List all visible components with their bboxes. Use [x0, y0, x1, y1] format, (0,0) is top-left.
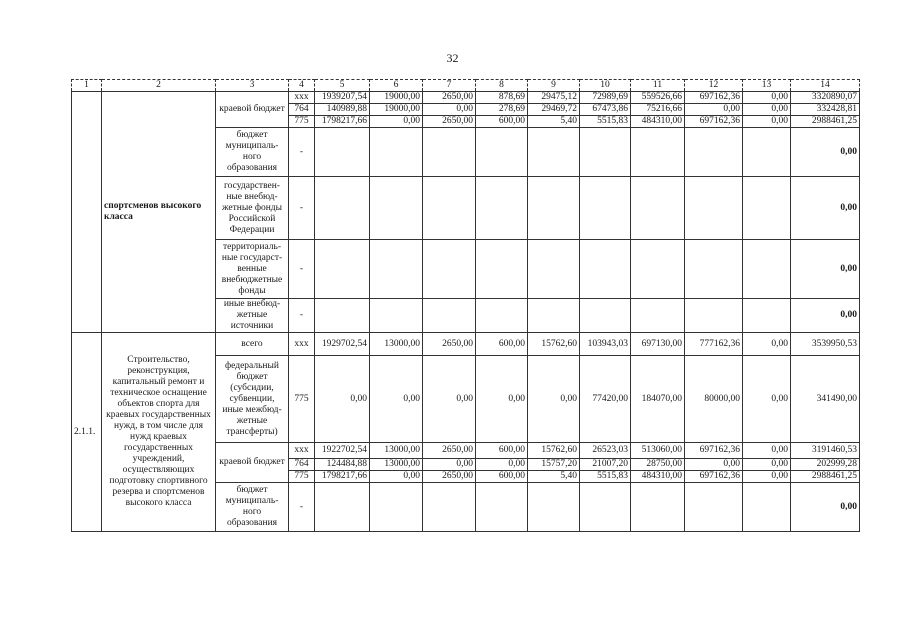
value-cell: 513060,00 [631, 443, 685, 459]
column-header: 4 [289, 80, 315, 92]
value-cell [476, 299, 528, 333]
code-cell: xxx [289, 333, 315, 356]
value-cell [423, 177, 476, 240]
value-cell: 697162,36 [685, 443, 743, 459]
value-cell [580, 483, 631, 532]
value-cell [315, 299, 370, 333]
column-header: 13 [743, 80, 791, 92]
value-cell [631, 240, 685, 299]
code-cell: - [289, 177, 315, 240]
table-row [72, 333, 860, 356]
value-cell [528, 128, 580, 177]
value-cell: 29469,72 [528, 104, 580, 116]
value-cell: 13000,00 [370, 443, 423, 459]
value-cell [476, 483, 528, 532]
value-cell: 0,00 [743, 104, 791, 116]
value-cell: 2650,00 [423, 443, 476, 459]
code-cell: 775 [289, 471, 315, 483]
code-cell: - [289, 240, 315, 299]
value-cell: 0,00 [476, 459, 528, 471]
value-cell: 1939207,54 [315, 92, 370, 104]
value-cell [315, 128, 370, 177]
funding-source-cell: бюджет муниципаль-ного образования [216, 128, 289, 177]
value-cell: 2988461,25 [791, 471, 860, 483]
code-cell: 764 [289, 459, 315, 471]
value-cell: 2650,00 [423, 471, 476, 483]
value-cell: 5515,83 [580, 116, 631, 128]
value-cell: 697130,00 [631, 333, 685, 356]
value-cell: 484310,00 [631, 116, 685, 128]
value-cell: 80000,00 [685, 356, 743, 443]
code-cell: - [289, 483, 315, 532]
value-cell: 5,40 [528, 116, 580, 128]
value-cell [743, 177, 791, 240]
column-header: 2 [102, 80, 216, 92]
row-code-cell [72, 92, 102, 333]
value-cell: 2650,00 [423, 333, 476, 356]
value-cell: 3191460,53 [791, 443, 860, 459]
value-cell [685, 483, 743, 532]
value-cell [528, 299, 580, 333]
value-cell [315, 483, 370, 532]
value-cell: 878,69 [476, 92, 528, 104]
header-row [72, 80, 860, 92]
column-header: 10 [580, 80, 631, 92]
value-cell [580, 240, 631, 299]
code-cell: 775 [289, 116, 315, 128]
funding-source-cell: бюджет муниципаль-ного образования [216, 483, 289, 532]
value-cell: 67473,86 [580, 104, 631, 116]
value-cell: 2650,00 [423, 116, 476, 128]
value-cell [423, 299, 476, 333]
page-number: 32 [446, 51, 459, 65]
value-cell [685, 128, 743, 177]
value-cell: 0,00 [743, 471, 791, 483]
value-cell: 15757,20 [528, 459, 580, 471]
value-cell: 0,00 [370, 356, 423, 443]
column-header: 11 [631, 80, 685, 92]
value-cell [685, 177, 743, 240]
value-cell [685, 299, 743, 333]
value-cell: 1798217,66 [315, 471, 370, 483]
value-cell: 278,69 [476, 104, 528, 116]
value-cell: 777162,36 [685, 333, 743, 356]
value-cell [370, 240, 423, 299]
total-cell: 0,00 [791, 128, 860, 177]
column-header: 5 [315, 80, 370, 92]
value-cell [631, 483, 685, 532]
value-cell: 184070,00 [631, 356, 685, 443]
column-header: 14 [791, 80, 860, 92]
value-cell: 0,00 [743, 92, 791, 104]
value-cell: 0,00 [370, 116, 423, 128]
value-cell: 697162,36 [685, 471, 743, 483]
value-cell: 600,00 [476, 443, 528, 459]
value-cell [580, 299, 631, 333]
value-cell [631, 299, 685, 333]
total-cell: 0,00 [791, 177, 860, 240]
value-cell [476, 128, 528, 177]
value-cell: 15762,60 [528, 333, 580, 356]
value-cell: 5515,83 [580, 471, 631, 483]
column-header: 3 [216, 80, 289, 92]
value-cell: 1798217,66 [315, 116, 370, 128]
value-cell [580, 177, 631, 240]
value-cell: 15762,60 [528, 443, 580, 459]
value-cell [631, 177, 685, 240]
value-cell: 0,00 [423, 356, 476, 443]
total-cell: 0,00 [791, 299, 860, 333]
code-cell: xxx [289, 92, 315, 104]
value-cell [423, 240, 476, 299]
value-cell [370, 299, 423, 333]
funding-source-cell: краевой бюджет [216, 92, 289, 128]
value-cell: 484310,00 [631, 471, 685, 483]
value-cell: 2988461,25 [791, 116, 860, 128]
value-cell [423, 483, 476, 532]
value-cell: 0,00 [423, 104, 476, 116]
row-code-cell: 2.1.1. [72, 333, 102, 532]
total-cell: 0,00 [791, 240, 860, 299]
value-cell [743, 128, 791, 177]
value-cell: 600,00 [476, 471, 528, 483]
value-cell [743, 483, 791, 532]
value-cell: 697162,36 [685, 92, 743, 104]
value-cell: 0,00 [528, 356, 580, 443]
value-cell: 0,00 [685, 104, 743, 116]
funding-source-cell: всего [216, 333, 289, 356]
value-cell [315, 240, 370, 299]
value-cell: 5,40 [528, 471, 580, 483]
funding-source-cell: федеральный бюджет (субсидии, субвенции, иные межбюд-жетные трансферты) [216, 356, 289, 443]
value-cell: 13000,00 [370, 333, 423, 356]
value-cell: 103943,03 [580, 333, 631, 356]
value-cell [631, 128, 685, 177]
value-cell: 2650,00 [423, 92, 476, 104]
value-cell [315, 177, 370, 240]
column-header: 12 [685, 80, 743, 92]
value-cell: 28750,00 [631, 459, 685, 471]
total-cell: 0,00 [791, 483, 860, 532]
value-cell [476, 177, 528, 240]
value-cell [743, 240, 791, 299]
value-cell: 0,00 [370, 471, 423, 483]
value-cell [685, 240, 743, 299]
value-cell: 29475,12 [528, 92, 580, 104]
column-header: 6 [370, 80, 423, 92]
value-cell [370, 177, 423, 240]
funding-source-cell: территориаль-ные государст-венные внебюджетные фонды [216, 240, 289, 299]
value-cell: 341490,00 [791, 356, 860, 443]
value-cell: 72989,69 [580, 92, 631, 104]
value-cell: 332428,81 [791, 104, 860, 116]
budget-table [71, 79, 860, 532]
value-cell: 0,00 [743, 116, 791, 128]
value-cell [743, 299, 791, 333]
value-cell: 124484,88 [315, 459, 370, 471]
column-header: 7 [423, 80, 476, 92]
value-cell: 21007,20 [580, 459, 631, 471]
value-cell: 3320890,07 [791, 92, 860, 104]
funding-source-cell: государствен-ные внебюд-жетные фонды Российской Федерации [216, 177, 289, 240]
value-cell [528, 177, 580, 240]
value-cell [580, 128, 631, 177]
column-header: 8 [476, 80, 528, 92]
code-cell: - [289, 128, 315, 177]
column-header: 1 [72, 80, 102, 92]
code-cell: 764 [289, 104, 315, 116]
value-cell: 1929702,54 [315, 333, 370, 356]
value-cell [528, 483, 580, 532]
value-cell: 0,00 [423, 459, 476, 471]
value-cell: 0,00 [685, 459, 743, 471]
code-cell: 775 [289, 356, 315, 443]
value-cell: 0,00 [743, 356, 791, 443]
row-description-cell: Строительство, реконструкция, капитальный ремонт и техническое оснащение объектов спорта для краевых государственных нужд, в том числе для нужд краевых государственных учреждений, осуществляющих подготовку спортивного резерва и спортсменов высокого класса [102, 333, 216, 532]
value-cell [370, 483, 423, 532]
value-cell: 202999,28 [791, 459, 860, 471]
value-cell: 77420,00 [580, 356, 631, 443]
value-cell: 26523,03 [580, 443, 631, 459]
code-cell: xxx [289, 443, 315, 459]
value-cell: 19000,00 [370, 92, 423, 104]
value-cell: 0,00 [476, 356, 528, 443]
value-cell: 1922702,54 [315, 443, 370, 459]
value-cell [528, 240, 580, 299]
value-cell: 0,00 [315, 356, 370, 443]
value-cell: 559526,66 [631, 92, 685, 104]
value-cell: 75216,66 [631, 104, 685, 116]
value-cell: 600,00 [476, 116, 528, 128]
value-cell: 0,00 [743, 333, 791, 356]
funding-source-cell: краевой бюджет [216, 443, 289, 483]
value-cell: 697162,36 [685, 116, 743, 128]
value-cell: 3539950,53 [791, 333, 860, 356]
value-cell: 140989,88 [315, 104, 370, 116]
value-cell: 600,00 [476, 333, 528, 356]
code-cell: - [289, 299, 315, 333]
table-row [72, 92, 860, 104]
row-description-cell: спортсменов высокого класса [102, 92, 216, 333]
value-cell: 0,00 [743, 459, 791, 471]
funding-source-cell: иные внебюд-жетные источники [216, 299, 289, 333]
column-header: 9 [528, 80, 580, 92]
value-cell [423, 128, 476, 177]
value-cell: 0,00 [743, 443, 791, 459]
value-cell: 13000,00 [370, 459, 423, 471]
value-cell [476, 240, 528, 299]
value-cell: 19000,00 [370, 104, 423, 116]
value-cell [370, 128, 423, 177]
